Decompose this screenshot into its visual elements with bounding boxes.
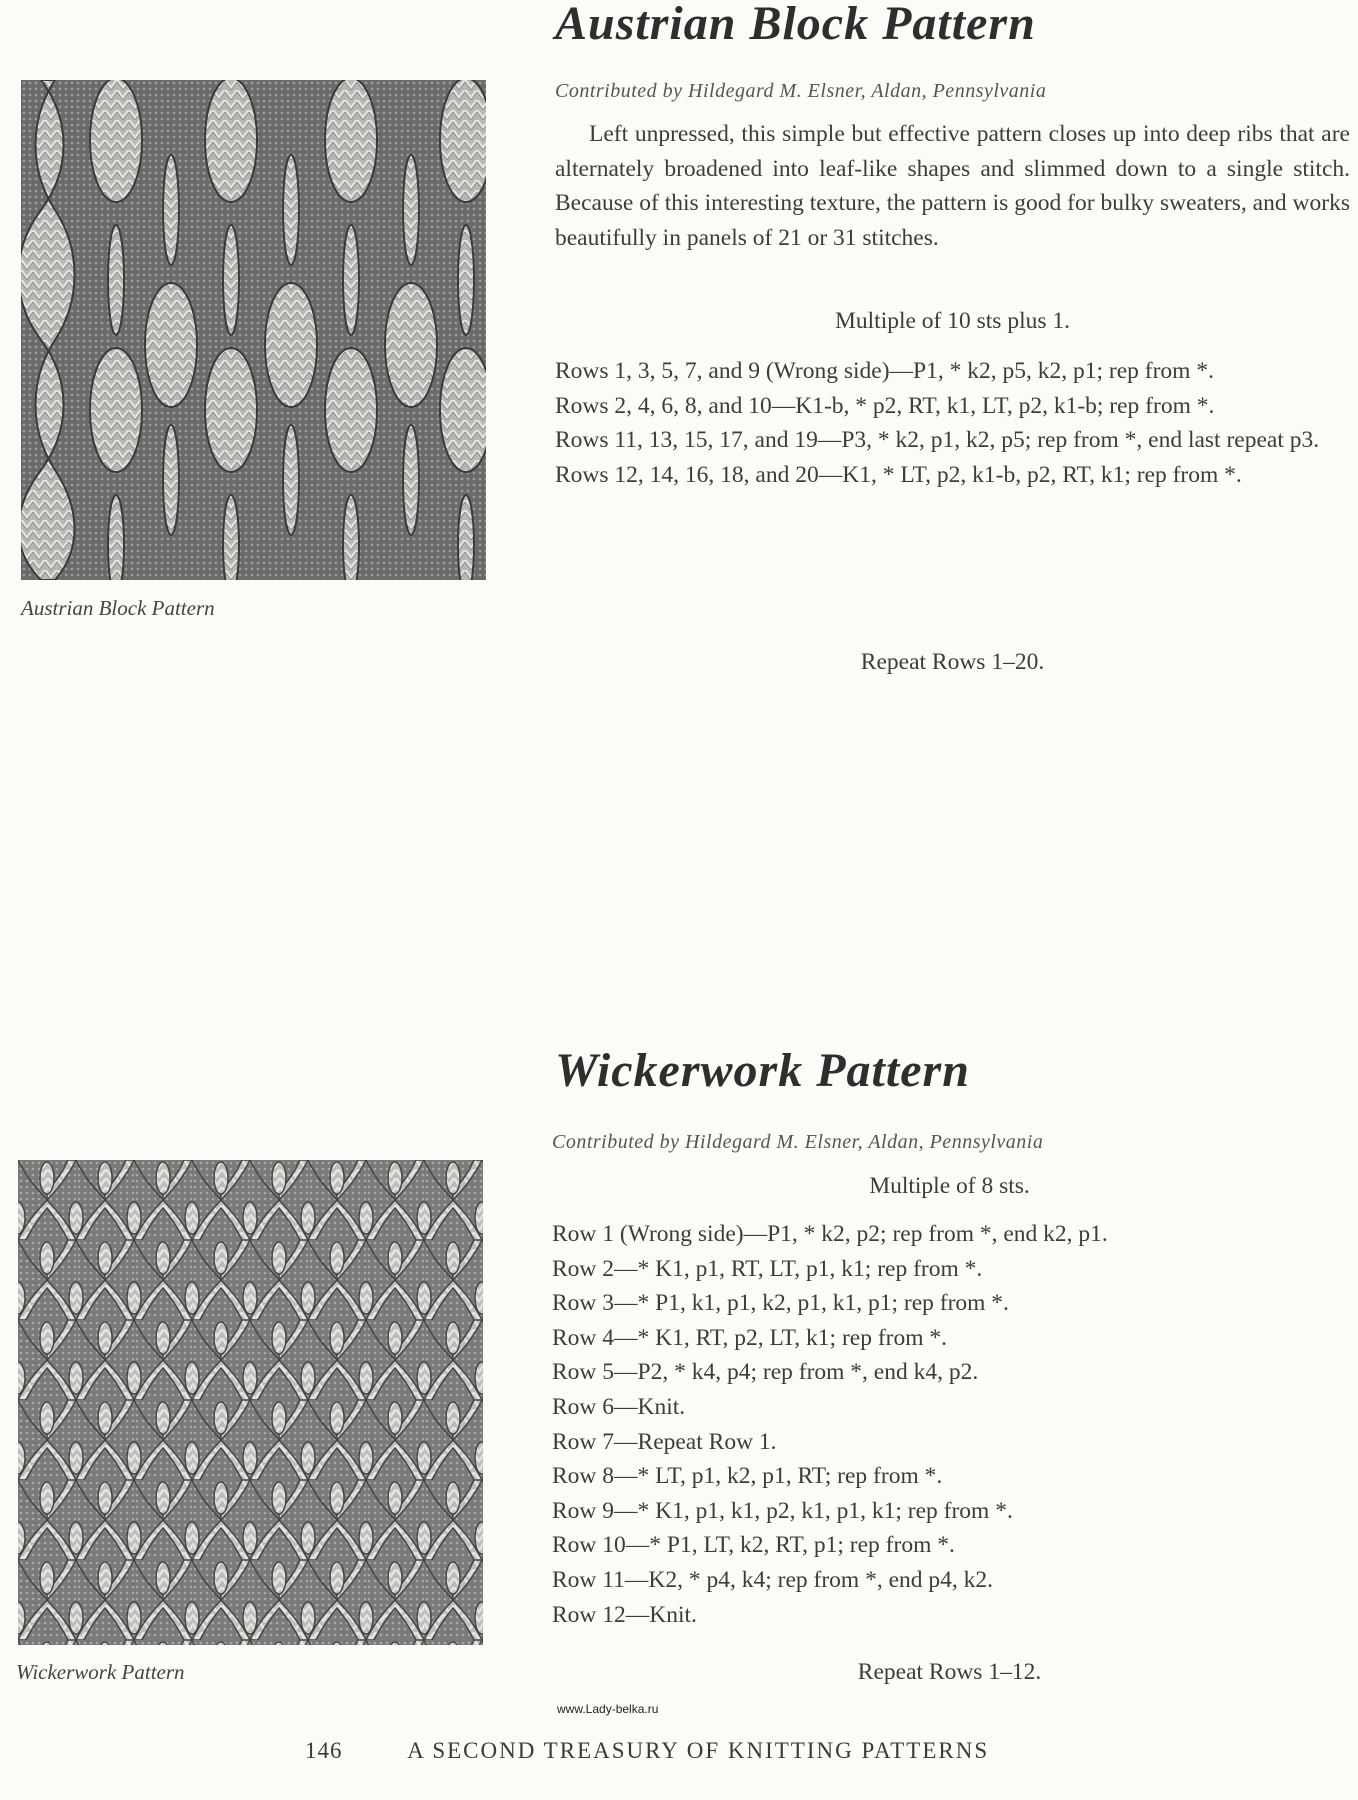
- pattern1-description: Left unpressed, this simple but effective pattern closes up into deep ribs that are alternately broadened into leaf-like shapes and slimmed down to a single stitch. Because of this interesting texture, the pattern is good for bulky sweaters, and works beautifully in panels of 21 or 31 stitches.: [555, 121, 1350, 251]
- pattern2-row: Row 11—K2, * p4, k4; rep from *, end p4, k2.: [552, 1566, 994, 1593]
- pattern2-row: Row 4—* K1, RT, p2, LT, k1; rep from *.: [552, 1324, 948, 1351]
- pattern1-row: Rows 2, 4, 6, 8, and 10—K1-b, * p2, RT, k1, LT, p2, k1-b; rep from *.: [555, 392, 1215, 419]
- pattern2-row: Row 3—* P1, k1, p1, k2, p1, k1, p1; rep from *.: [552, 1290, 1009, 1317]
- wickerwork-caption: Wickerwork Pattern: [16, 1660, 185, 1684]
- pattern1-repeat: Repeat Rows 1–20.: [860, 649, 1045, 675]
- pattern2-repeat: Repeat Rows 1–12.: [857, 1659, 1042, 1685]
- book-title: A SECOND TREASURY OF KNITTING PATTERNS: [407, 1738, 990, 1763]
- pattern2-row: Row 10—* P1, LT, k2, RT, p1; rep from *.: [552, 1532, 955, 1559]
- page-number: 146: [305, 1738, 343, 1763]
- pattern2-row: Row 12—Knit.: [552, 1601, 697, 1628]
- austrian-block-caption: Austrian Block Pattern: [21, 596, 215, 620]
- austrian-block-knit-texture: [21, 80, 486, 580]
- wickerwork-knit-texture: [18, 1160, 483, 1645]
- pattern1-row: Rows 11, 13, 15, 17, and 19—P3, * k2, p1, k2, p5; rep from *, end last repeat p3.: [555, 427, 1320, 453]
- pattern1-rows: [555, 354, 1350, 492]
- watermark-url: www.Lady-belka.ru: [557, 1702, 659, 1716]
- pattern2-contributor: Contributed by Hildegard M. Elsner, Aldan, Pennsylvania: [552, 1131, 1044, 1153]
- pattern2-row: Row 8—* LT, p1, k2, p1, RT; rep from *.: [552, 1463, 943, 1490]
- pattern2-row: Row 5—P2, * k4, p4; rep from *, end k4, p2.: [552, 1359, 979, 1386]
- pattern1-title: Austrian Block Pattern: [555, 0, 1036, 50]
- pattern1-multiple: Multiple of 10 sts plus 1.: [834, 308, 1070, 334]
- pattern2-row: Row 2—* K1, p1, RT, LT, p1, k1; rep from *.: [552, 1255, 983, 1282]
- pattern2-row: Row 7—Repeat Row 1.: [552, 1428, 777, 1455]
- pattern1-contributor: Contributed by Hildegard M. Elsner, Aldan, Pennsylvania: [555, 80, 1047, 102]
- pattern2-title: Wickerwork Pattern: [555, 1044, 970, 1097]
- pattern2-rows: [552, 1217, 1347, 1632]
- page-footer: [305, 1738, 989, 1764]
- pattern2-multiple: Multiple of 8 sts.: [869, 1173, 1030, 1199]
- wickerwork-photo: [18, 1160, 483, 1645]
- austrian-block-photo: [21, 80, 486, 580]
- pattern1-row: Rows 12, 14, 16, 18, and 20—K1, * LT, p2, k1-b, p2, RT, k1; rep from *.: [555, 461, 1242, 488]
- pattern2-row: Row 6—Knit.: [552, 1393, 686, 1420]
- pattern2-row: Row 1 (Wrong side)—P1, * k2, p2; rep from *, end k2, p1.: [552, 1221, 1108, 1247]
- pattern1-row: Rows 1, 3, 5, 7, and 9 (Wrong side)—P1, * k2, p5, k2, p1; rep from *.: [555, 358, 1214, 384]
- pattern2-row: Row 9—* K1, p1, k1, p2, k1, p1, k1; rep from *.: [552, 1497, 1013, 1524]
